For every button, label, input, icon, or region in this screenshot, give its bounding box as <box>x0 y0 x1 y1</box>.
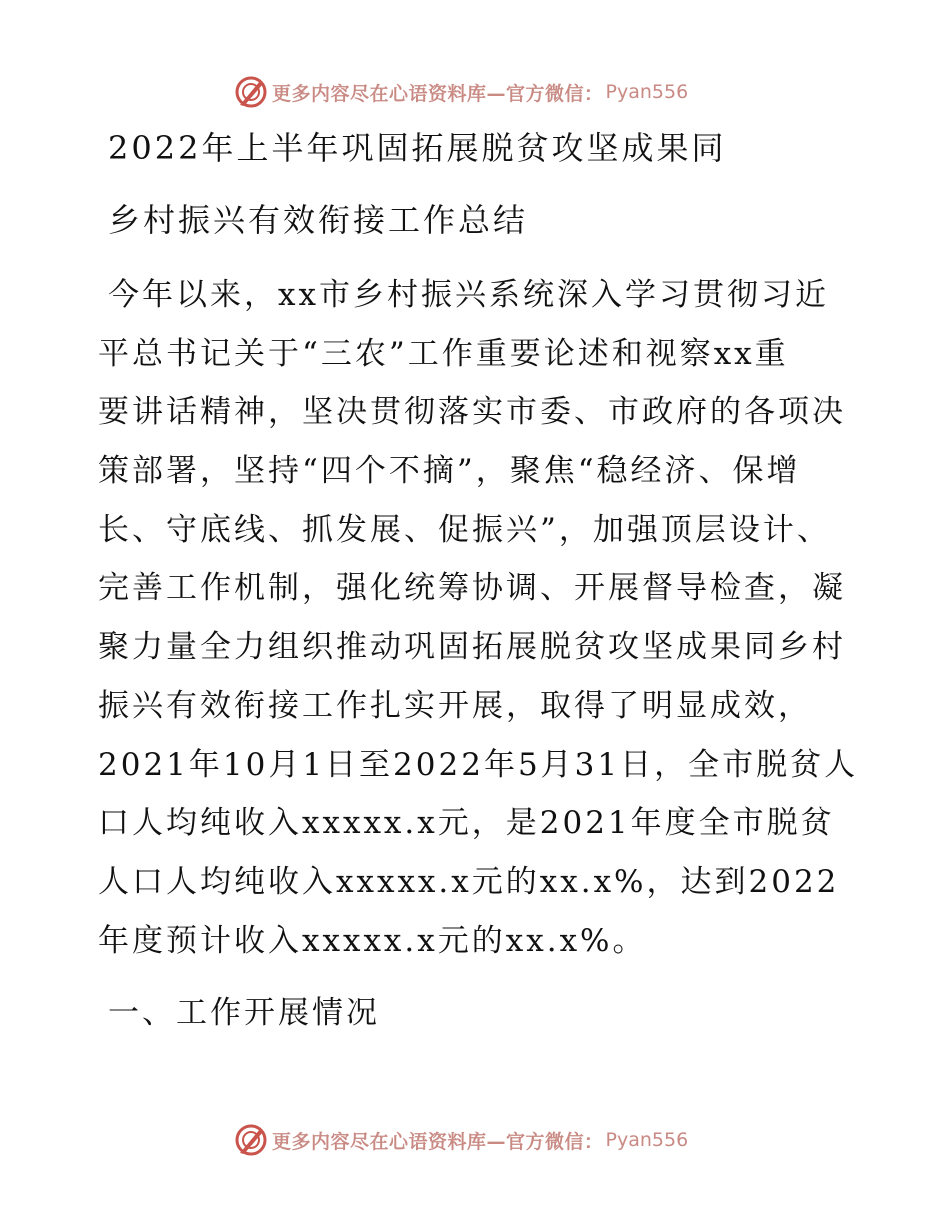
document-title-line-1: 2022年上半年巩固拓展脱贫攻坚成果同 <box>108 129 727 167</box>
quill-logo-icon <box>234 1123 268 1157</box>
paragraph-line: 完善工作机制，强化统筹协调、开展督导检查，凝 <box>98 570 846 607</box>
paragraph-line: 长、守底线、抓发展、促振兴”，加强顶层设计、 <box>98 511 831 548</box>
document-title-line-2: 乡村振兴有效衔接工作总结 <box>108 201 529 239</box>
watermark-wechat-id: Pyan556 <box>605 1129 689 1151</box>
watermark-text: 更多内容尽在心语资料库—官方微信： <box>272 82 604 105</box>
paragraph-line: 年度预计收入xxxxx.x元的xx.x%。 <box>98 922 647 959</box>
paragraph-line: 今年以来，xx市乡村振兴系统深入学习贯彻习近 <box>108 277 829 313</box>
paragraph-line: 口人均纯收入xxxxx.x元，是2021年度全市脱贫 <box>98 805 835 842</box>
paragraph-line: 平总书记关于“三农”工作重要论述和视察xx重 <box>98 335 789 372</box>
paragraph-line: 要讲话精神，坚决贯彻落实市委、市政府的各项决 <box>98 394 846 431</box>
paragraph-line: 策部署，坚持“四个不摘”，聚焦“稳经济、保增 <box>98 453 801 490</box>
section-heading: 一、工作开展情况 <box>108 995 380 1031</box>
footer-watermark <box>234 1120 688 1160</box>
quill-logo-icon <box>234 75 268 109</box>
watermark-wechat-id: Pyan556 <box>605 81 689 103</box>
paragraph-line: 人口人均纯收入xxxxx.x元的xx.x%，达到2022 <box>98 863 840 900</box>
paragraph-line: 2021年10月1日至2022年5月31日，全市脱贫人 <box>98 746 859 783</box>
paragraph-line: 振兴有效衔接工作扎实开展，取得了明显成效， <box>98 687 812 724</box>
body-paragraph <box>98 272 858 976</box>
watermark-text: 更多内容尽在心语资料库—官方微信： <box>272 1130 604 1153</box>
header-watermark <box>234 72 688 112</box>
paragraph-line: 聚力量全力组织推动巩固拓展脱贫攻坚成果同乡村 <box>98 629 846 666</box>
